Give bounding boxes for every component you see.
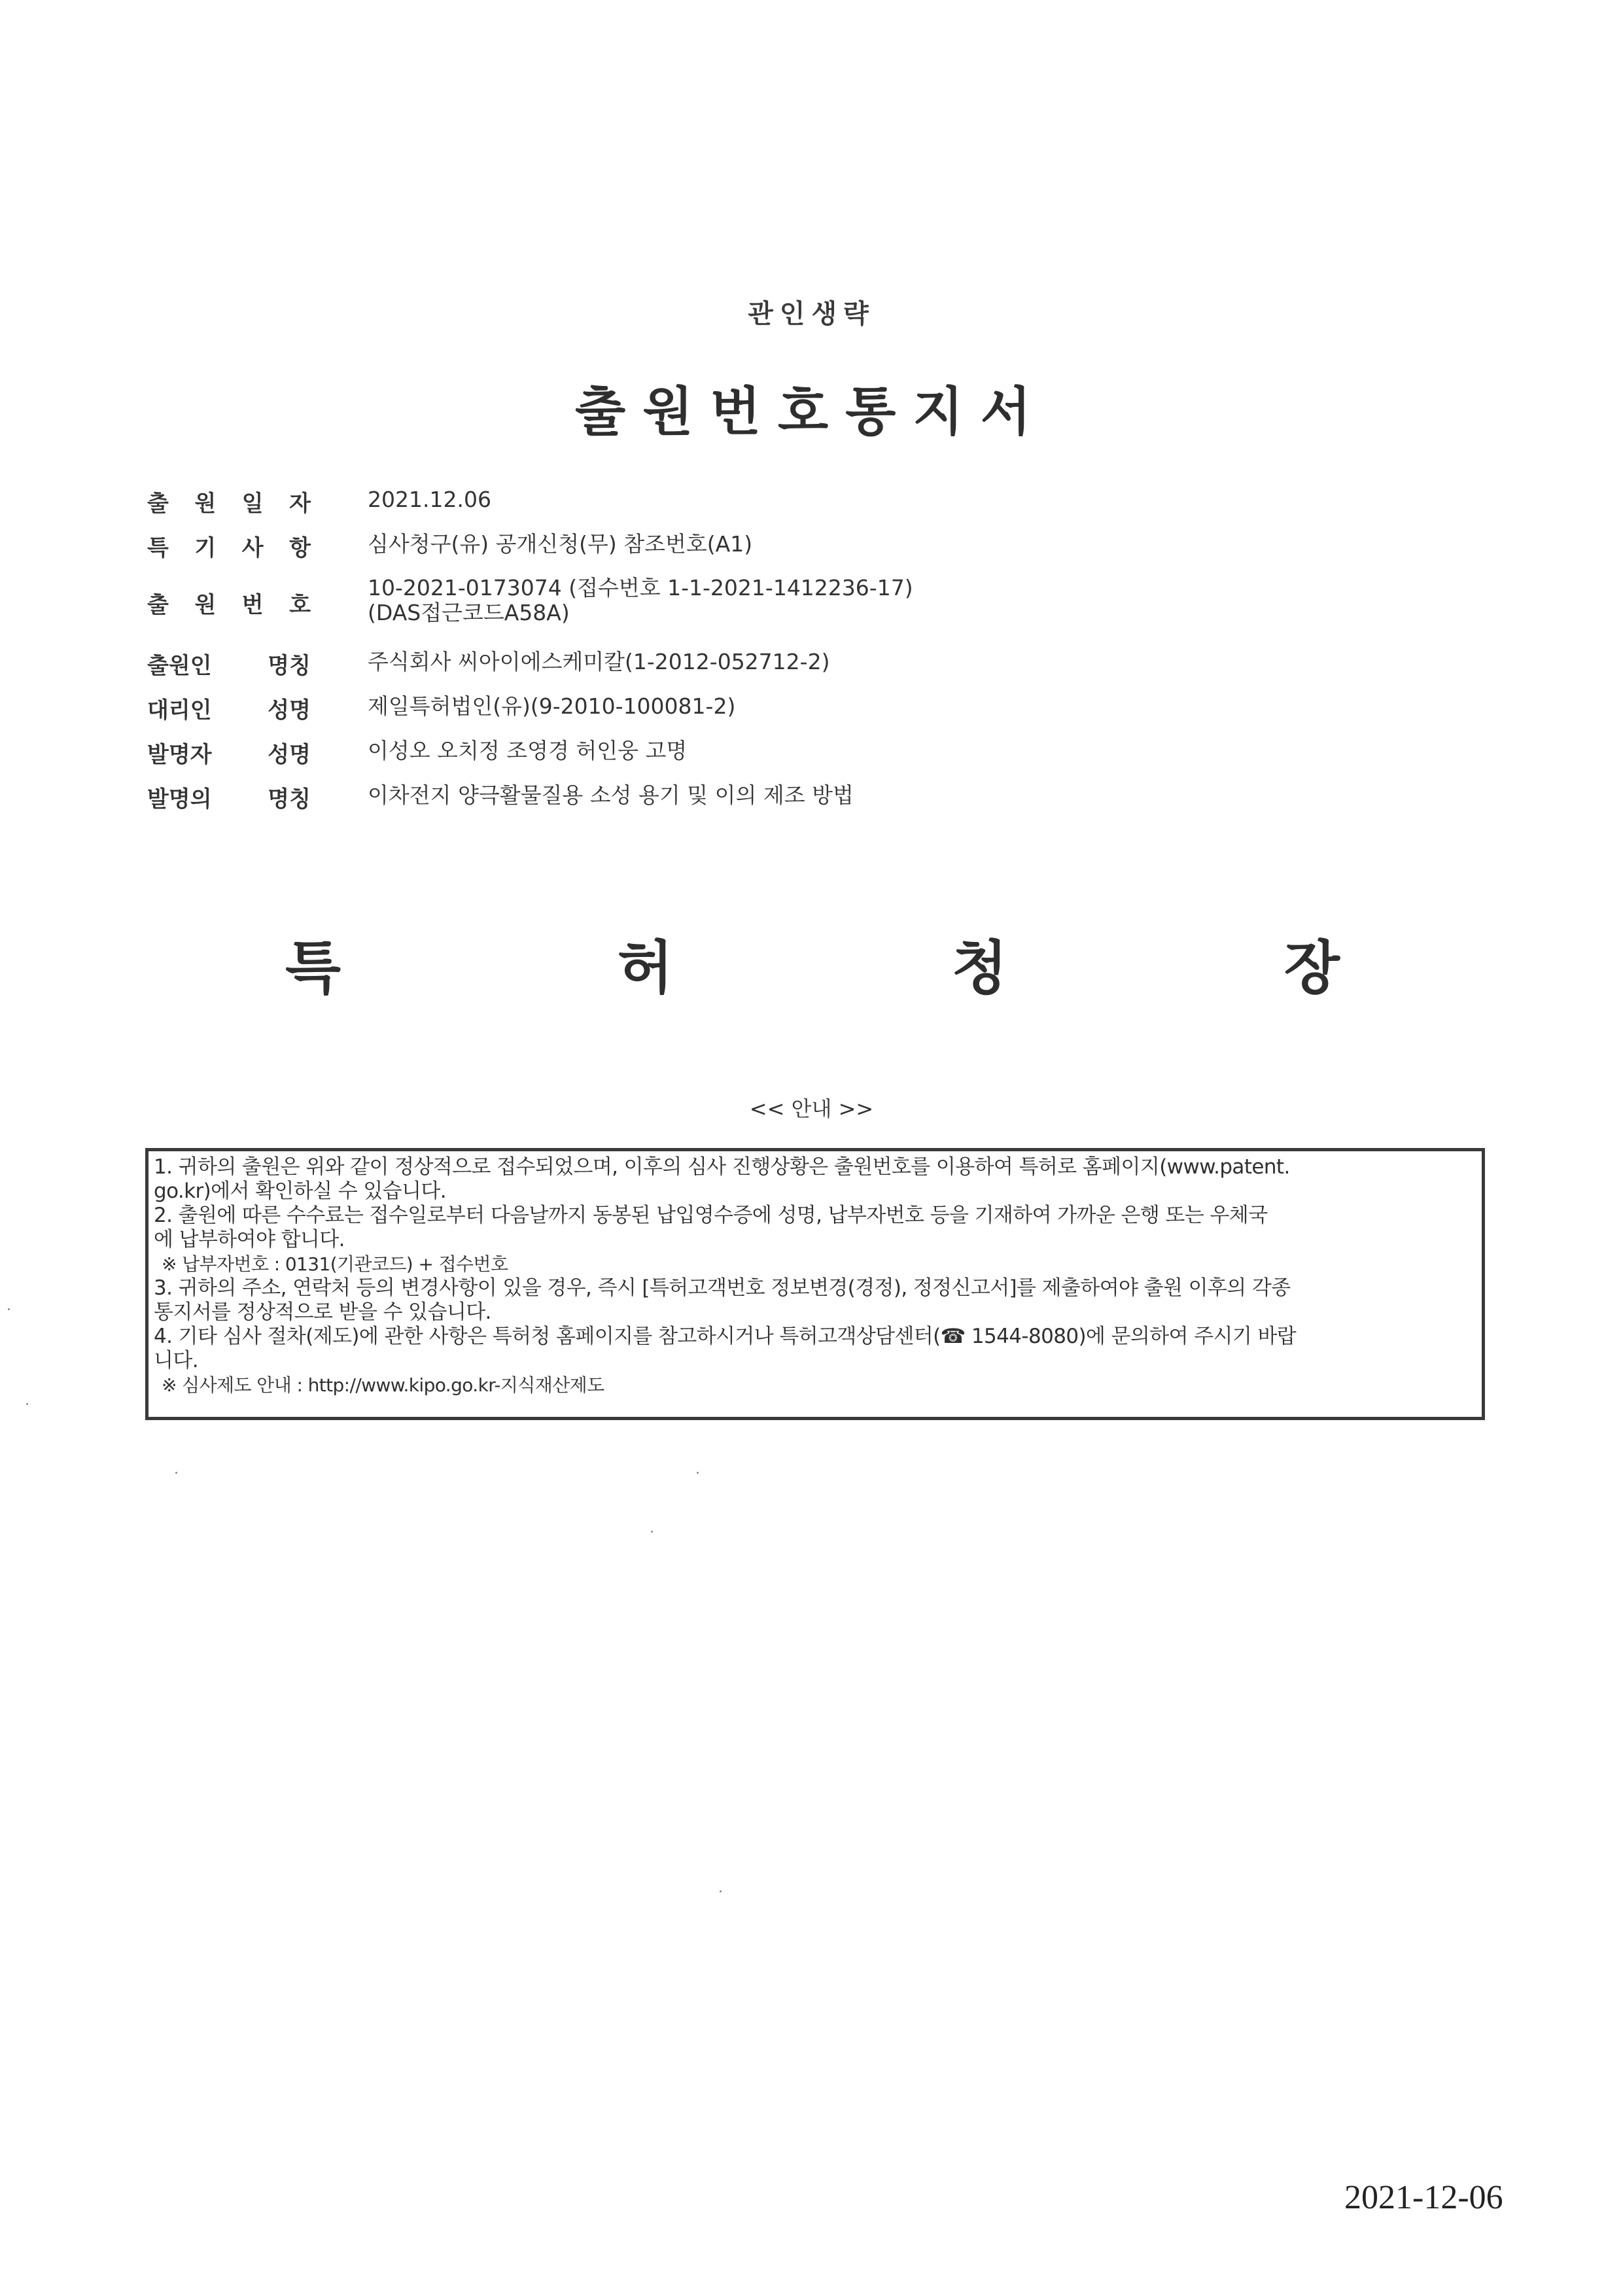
- value-applicant-name: [368, 650, 829, 674]
- notice-line: 1. 귀하의 출원은 위와 같이 정상적으로 접수되었으며, 이후의 심사 진행상황은 출원번호를 이용하여 특허로 홈페이지(www.patent.: [154, 1155, 1290, 1179]
- seal-omitted-text: 관인생략: [748, 299, 875, 329]
- print-date: 2021-12-06: [1344, 2179, 1503, 2216]
- notice-line: 니다.: [154, 1349, 198, 1372]
- notice-line: ※ 납부자번호 : 0131(기관코드) + 접수번호: [162, 1253, 508, 1275]
- label-char: 특: [147, 535, 169, 561]
- value-line: 2021.12.06: [368, 487, 491, 512]
- notice-line: 3. 귀하의 주소, 연락처 등의 변경사항이 있을 경우, 즉시 [특허고객번호 정보변경(경정), 정정신고서]를 제출하여야 출원 이후의 각종: [154, 1276, 1291, 1300]
- label-char: 자: [289, 491, 311, 517]
- label-word: 명칭: [268, 653, 311, 679]
- value-application-date: [368, 487, 491, 512]
- label-word: 성명: [268, 697, 311, 723]
- notice-line: 2. 출원에 따른 수수료는 접수일로부터 다음날까지 동봉된 납입영수증에 성명, 납부자번호 등을 기재하여 가까운 은행 또는 우체국: [154, 1204, 1268, 1227]
- label-word: 명칭: [268, 786, 311, 812]
- notice-box: [145, 1148, 1485, 1420]
- label-char: 출: [147, 491, 169, 517]
- label-agent-name: [147, 692, 311, 724]
- value-line: 심사청구(유) 공개신청(무) 참조번호(A1): [368, 531, 753, 557]
- scan-speck: [651, 1531, 653, 1533]
- issuer-char: 장: [1284, 934, 1340, 1001]
- notice-line: 통지서를 정상적으로 받을 수 있습니다.: [154, 1300, 491, 1324]
- value-agent-name: [368, 694, 735, 719]
- label-char: 호: [289, 592, 311, 618]
- label-char: 항: [289, 535, 311, 561]
- label-char: 사: [241, 535, 264, 561]
- value-invention-title: [368, 783, 854, 808]
- issuer-char: 청: [952, 934, 1008, 1001]
- value-line: 10-2021-0173074 (접수번호 1-1-2021-1412236-17): [368, 575, 913, 600]
- label-special-notes: [147, 530, 311, 562]
- value-special-notes: [368, 532, 752, 557]
- label-char: 번: [241, 592, 264, 618]
- value-application-number: [368, 576, 913, 625]
- guide-heading: << 안내 >>: [749, 1096, 874, 1121]
- label-char: 일: [241, 491, 264, 517]
- value-inventor-names: [368, 739, 687, 763]
- label-applicant-name: [147, 648, 311, 680]
- value-line: 주식회사 씨아이에스케미칼(1-2012-052712-2): [368, 649, 830, 674]
- label-char: 출: [147, 592, 169, 618]
- label-invention-title: [147, 781, 311, 813]
- label-word: 대리인: [147, 697, 212, 723]
- value-line: 이성오 오치정 조영경 허인웅 고명: [368, 738, 688, 763]
- label-inventor-names: [147, 737, 311, 769]
- notice-line: go.kr)에서 확인하실 수 있습니다.: [154, 1179, 446, 1203]
- label-char: 원: [194, 592, 217, 618]
- notice-line: ※ 심사제도 안내 : http://www.kipo.go.kr-지식재산제도: [162, 1374, 604, 1396]
- label-word: 출원인: [147, 653, 212, 679]
- scan-speck: [26, 1403, 28, 1405]
- scan-speck: [697, 1472, 699, 1474]
- label-word: 성명: [268, 742, 311, 768]
- label-char: 기: [194, 535, 217, 561]
- label-char: 원: [194, 491, 217, 517]
- label-word: 발명자: [147, 742, 212, 768]
- scan-speck: [720, 1890, 722, 1892]
- scan-speck: [175, 1472, 177, 1474]
- label-word: 발명의: [147, 786, 212, 812]
- label-application-number: [147, 587, 311, 619]
- label-application-date: [147, 485, 311, 517]
- issuer-char: 특: [285, 934, 341, 1001]
- value-line: 이차전지 양극활물질용 소성 용기 및 이의 제조 방법: [368, 782, 854, 808]
- value-line: 제일특허법인(유)(9-2010-100081-2): [368, 693, 736, 719]
- value-line: (DAS접근코드A58A): [368, 600, 570, 625]
- scan-speck: [8, 1308, 10, 1310]
- notice-line: 4. 기타 심사 절차(제도)에 관한 사항은 특허청 홈페이지를 참고하시거나 특허고객상담센터(☎ 1544-8080)에 문의하여 주시기 바랍: [154, 1325, 1297, 1348]
- document-title: 출원번호통지서: [575, 381, 1048, 442]
- issuer-char: 허: [618, 934, 674, 1001]
- notice-line: 에 납부하여야 합니다.: [154, 1228, 345, 1251]
